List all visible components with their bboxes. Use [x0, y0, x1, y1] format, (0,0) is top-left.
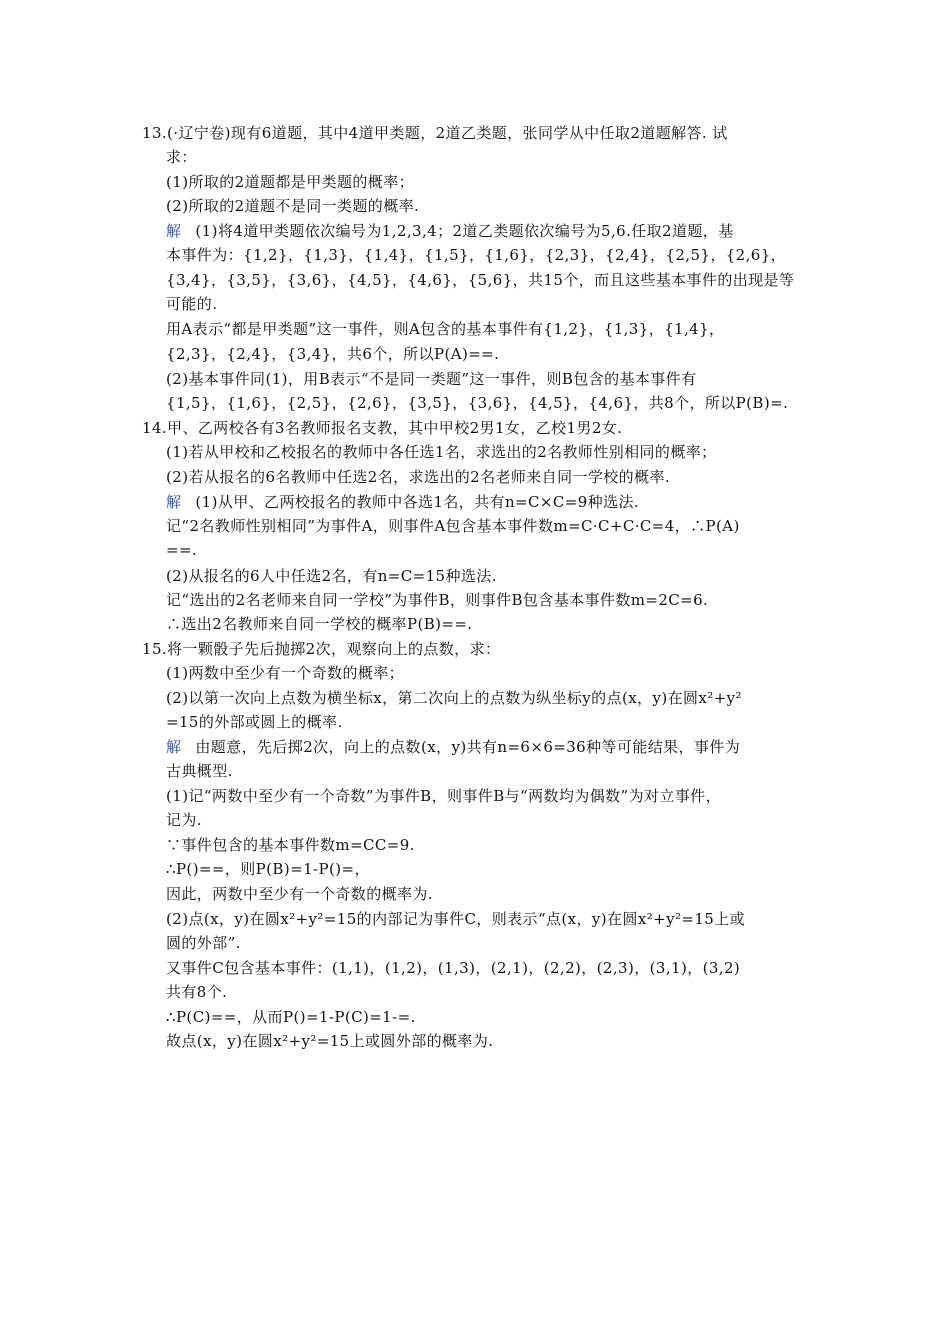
line-text: (1)记“两数中至少有一个奇数”为事件B，则事件B与“两数均为偶数”为对立事件，: [166, 787, 721, 805]
content-line: [166, 712, 343, 732]
line-text: 记“选出的2名老师来自同一学校”为事件B，则事件B包含基本事件数m=2C=6.: [166, 591, 709, 609]
problem-line: [142, 418, 622, 438]
content-line: [166, 442, 717, 462]
content-line: [166, 540, 197, 560]
problem-line: [142, 639, 500, 659]
solution-label: 解: [166, 738, 182, 756]
content-line: [166, 909, 745, 929]
line-text: {1,5}，{1,6}，{2,5}，{2,6}，{3,5}，{3,6}，{4,5}，{4,6}，共8个，所以P(B)=.: [166, 394, 789, 412]
content-line: [166, 982, 227, 1002]
content-line: [166, 958, 740, 978]
content-line: [166, 270, 794, 290]
line-text: 可能的.: [166, 295, 218, 313]
content-line: [166, 1031, 493, 1051]
line-text: (1)若从甲校和乙校报名的教师中各任选1名，求选出的2名教师性别相同的概率；: [166, 443, 717, 461]
line-text: 15.将一颗骰子先后抛掷2次，观察向上的点数，求：: [142, 640, 501, 658]
content-line: [166, 590, 708, 610]
content-line: [166, 566, 497, 586]
content-line: [166, 663, 404, 683]
content-line: [166, 221, 734, 241]
content-line: [166, 835, 415, 855]
line-text: 记为.: [166, 811, 202, 829]
content-line: [166, 1007, 416, 1027]
line-text: 又事件C包含基本事件：(1,1)，(1,2)，(1,3)，(2,1)，(2,2)，(2,3)，(3,1)，(3,2): [166, 959, 741, 977]
content-line: [166, 369, 696, 389]
line-text: ∵事件包含的基本事件数m=CC=9.: [166, 836, 415, 854]
line-text: 用A表示“都是甲类题”这一事件，则A包含的基本事件有{1,2}，{1,3}，{1,4}，: [166, 320, 725, 338]
line-text: ∴选出2名教师来自同一学校的概率P(B)==.: [166, 615, 473, 633]
line-text: {2,3}，{2,4}，{3,4}，共6个，所以P(A)==.: [166, 345, 500, 363]
line-text: (1)从甲、乙两校报名的教师中各选1名，共有n=C×C=9种选法.: [195, 493, 640, 511]
content-line: [166, 810, 202, 830]
line-text: {3,4}，{3,5}，{3,6}，{4,5}，{4,6}，{5,6}，共15个，而且这些基本事件的出现是等: [166, 271, 795, 289]
content-line: [166, 516, 740, 536]
content-line: [166, 761, 233, 781]
line-text: 本事件为：{1,2}，{1,3}，{1,4}，{1,5}，{1,6}，{2,3}，{2,4}，{2,5}，{2,6}，: [166, 246, 787, 264]
content-line: [166, 344, 499, 364]
line-text: (2)若从报名的6名教师中任选2名，求选出的2名老师来自同一学校的概率.: [166, 468, 671, 486]
line-text: (2)基本事件同(1)，用B表示“不是同一类题”这一事件，则B包含的基本事件有: [166, 370, 697, 388]
content-line: [166, 933, 241, 953]
problem-line: [142, 123, 728, 143]
content-line: [166, 688, 742, 708]
line-text: 求：: [166, 148, 197, 166]
content-line: [166, 147, 197, 167]
line-text: ∴P(C)==，从而P()=1-P(C)=1-=.: [166, 1008, 416, 1026]
line-text: 记“2名教师性别相同”为事件A，则事件A包含基本事件数m=C·C+C·C=4，∴P(A): [166, 517, 740, 535]
content-line: [166, 859, 370, 879]
line-text: (2)从报名的6人中任选2名，有n=C=15种选法.: [166, 567, 497, 585]
line-text: (1)将4道甲类题依次编号为1,2,3,4；2道乙类题依次编号为5,6.任取2道题，基: [195, 222, 734, 240]
content-line: [166, 319, 724, 339]
line-text: 共有8个.: [166, 983, 228, 1001]
content-line: [166, 492, 639, 512]
solution-label: 解: [166, 222, 182, 240]
line-text: 14.甲、乙两校各有3名教师报名支教，其中甲校2男1女，乙校1男2女.: [142, 419, 623, 437]
content-line: [166, 467, 670, 487]
content-line: [166, 172, 414, 192]
line-text: 古典概型.: [166, 762, 233, 780]
line-text: (1)所取的2道题都是甲类题的概率；: [166, 173, 414, 191]
content-line: [166, 786, 721, 806]
content-line: [166, 614, 472, 634]
line-text: 因此，两数中至少有一个奇数的概率为.: [166, 885, 433, 903]
line-text: (2)点(x，y)在圆x²+y²=15的内部记为事件C，则表示“点(x，y)在圆x²+y²=15上或: [166, 910, 746, 928]
line-text: (1)两数中至少有一个奇数的概率；: [166, 664, 405, 682]
line-text: ∴P()==，则P(B)=1-P()=，: [166, 860, 370, 878]
content-line: [166, 393, 788, 413]
line-text: 圆的外部”.: [166, 934, 241, 952]
content-line: [166, 245, 786, 265]
content-line: [166, 196, 419, 216]
line-text: (2)所取的2道题不是同一类题的概率.: [166, 197, 420, 215]
line-text: (2)以第一次向上点数为横坐标x，第二次向上的点数为纵坐标y的点(x，y)在圆x²+y²: [166, 689, 742, 707]
line-text: =15的外部或圆上的概率.: [166, 713, 343, 731]
line-text: ==.: [166, 541, 198, 559]
line-text: 故点(x，y)在圆x²+y²=15上或圆外部的概率为.: [166, 1032, 494, 1050]
content-line: [166, 294, 217, 314]
content-line: [166, 884, 433, 904]
line-text: 13.(·辽宁卷)现有6道题，其中4道甲类题，2道乙类题，张同学从中任取2道题解答. 试: [142, 124, 728, 142]
solution-label: 解: [166, 493, 182, 511]
line-text: 由题意，先后掷2次，向上的点数(x，y)共有n=6×6=36种等可能结果，事件为: [195, 738, 741, 756]
content-line: [166, 737, 740, 757]
